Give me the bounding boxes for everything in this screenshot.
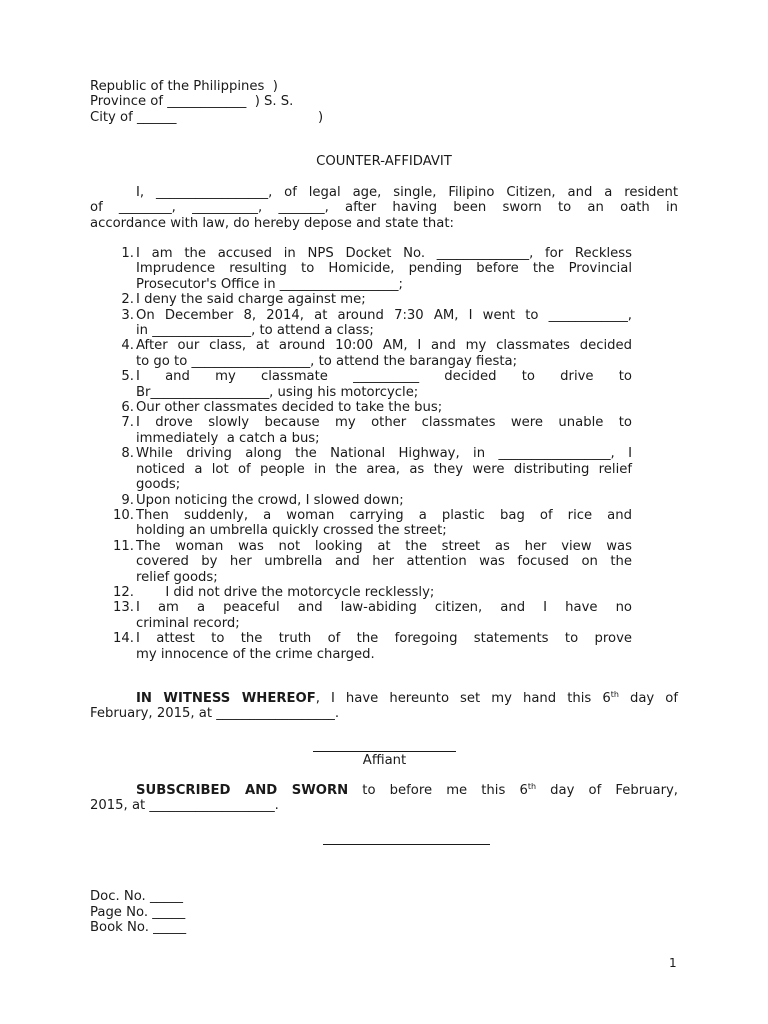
list-item-line: holding an umbrella quickly crossed the street; bbox=[136, 523, 447, 539]
list-item-number: 10. bbox=[113, 507, 134, 523]
list-item-text bbox=[136, 308, 632, 339]
list-item-number: 9. bbox=[121, 492, 134, 508]
list-item-line: I and my classmate __________ decided to drive to bbox=[136, 369, 632, 385]
list-item bbox=[90, 508, 632, 539]
list-item-text bbox=[136, 508, 632, 539]
header-city: City of ______ bbox=[90, 110, 177, 125]
list-item-line: relief goods; bbox=[136, 569, 218, 585]
witness-bold: IN WITNESS WHEREOF bbox=[136, 691, 316, 706]
list-item bbox=[90, 585, 632, 600]
list-item bbox=[90, 246, 632, 292]
list-item-line: goods; bbox=[136, 477, 181, 493]
list-item-number: 5. bbox=[121, 369, 134, 385]
list-item-number: 3. bbox=[121, 307, 134, 323]
witness-text-b: day of bbox=[618, 691, 678, 706]
affiant-signature-line bbox=[313, 751, 456, 752]
book-number: Book No. _____ bbox=[90, 920, 187, 935]
statement-list bbox=[90, 246, 632, 662]
doc-number: Doc. No. _____ bbox=[90, 889, 183, 904]
list-item-line: I drove slowly because my other classmates were unable to bbox=[136, 415, 632, 431]
list-item-text bbox=[136, 600, 632, 631]
list-item-number: 8. bbox=[121, 446, 134, 462]
notary-signature-line bbox=[323, 844, 490, 845]
list-item bbox=[90, 539, 632, 585]
header-city-paren: ) bbox=[318, 110, 324, 125]
list-item bbox=[90, 369, 632, 400]
list-item-line: my innocence of the crime charged. bbox=[136, 646, 375, 662]
list-item-line: Br__________________, using his motorcycle; bbox=[136, 384, 419, 400]
list-item bbox=[90, 631, 632, 662]
list-item-text bbox=[136, 585, 632, 600]
list-item-line: I attest to the truth of the foregoing statements to prove bbox=[136, 631, 632, 647]
header-province: Province of ____________ ) S. S. bbox=[90, 94, 294, 109]
list-item bbox=[90, 600, 632, 631]
list-item-line: criminal record; bbox=[136, 615, 240, 631]
document-title: COUNTER-AFFIDAVIT bbox=[316, 154, 452, 169]
list-item-line: While driving along the National Highway, in _________________, I bbox=[136, 446, 632, 462]
list-item bbox=[90, 415, 632, 446]
subscribed-sup: th bbox=[527, 782, 537, 791]
subscribed-line-1 bbox=[90, 783, 678, 798]
list-item-line: Then suddenly, a woman carrying a plastic bag of rice and bbox=[136, 507, 632, 523]
list-item-line: Imprudence resulting to Homicide, pending before the Provincial bbox=[136, 261, 632, 277]
subscribed-line-2: 2015, at ___________________. bbox=[90, 798, 279, 814]
subscribed-text-a: to before me this 6 bbox=[348, 783, 528, 798]
list-item bbox=[90, 292, 632, 307]
list-item-line: noticed a lot of people in the area, as they were distributing relief bbox=[136, 461, 632, 477]
list-item-text bbox=[136, 338, 632, 369]
list-item bbox=[90, 446, 632, 492]
list-item-line: After our class, at around 10:00 AM, I and my classmates decided bbox=[136, 338, 632, 354]
list-item-line: to go to __________________, to attend the barangay fiesta; bbox=[136, 353, 518, 369]
list-item bbox=[90, 338, 632, 369]
list-item-line: Prosecutor's Office in __________________; bbox=[136, 276, 403, 292]
list-item-line: On December 8, 2014, at around 7:30 AM, I went to ____________, bbox=[136, 307, 632, 323]
list-item-text bbox=[136, 400, 632, 415]
witness-text-a: , I have hereunto set my hand this 6 bbox=[315, 691, 611, 706]
list-item-number: 4. bbox=[121, 338, 134, 354]
list-item bbox=[90, 493, 632, 508]
list-item-number: 13. bbox=[113, 600, 134, 616]
page-number-field: Page No. _____ bbox=[90, 905, 186, 920]
intro-line-2: of ________, __________, _______, after having been sworn to an oath in bbox=[90, 200, 678, 216]
list-item-line: immediately a catch a bus; bbox=[136, 430, 320, 446]
list-item-number: 1. bbox=[121, 246, 134, 261]
list-item bbox=[90, 308, 632, 339]
list-item-line: I did not drive the motorcycle recklessly; bbox=[136, 584, 435, 600]
list-item-line: I am a peaceful and law-abiding citizen, and I have no bbox=[136, 600, 632, 616]
list-item-number: 11. bbox=[113, 538, 134, 554]
list-item-line: I deny the said charge against me; bbox=[136, 292, 366, 308]
list-item-text bbox=[136, 631, 632, 662]
witness-line-1 bbox=[90, 691, 678, 706]
subscribed-paragraph bbox=[90, 783, 678, 814]
witness-paragraph bbox=[90, 691, 678, 722]
list-item-line: Upon noticing the crowd, I slowed down; bbox=[136, 492, 404, 508]
list-item-line: in _______________, to attend a class; bbox=[136, 323, 374, 339]
intro-line-1: I, _________________, of legal age, single, Filipino Citizen, and a resident bbox=[136, 185, 678, 200]
list-item-line: The woman was not looking at the street as her view was bbox=[136, 538, 632, 554]
list-item-number: 7. bbox=[121, 415, 134, 431]
header-republic: Republic of the Philippines ) bbox=[90, 79, 278, 94]
list-item-text bbox=[136, 446, 632, 492]
intro-paragraph bbox=[90, 185, 678, 231]
page-number: 1 bbox=[669, 956, 677, 970]
list-item-text bbox=[136, 539, 632, 585]
witness-line-2: February, 2015, at __________________. bbox=[90, 706, 340, 722]
intro-line-3: accordance with law, do hereby depose and state that: bbox=[90, 215, 454, 231]
list-item-number: 2. bbox=[121, 292, 134, 308]
affiant-label: Affiant bbox=[362, 753, 407, 768]
subscribed-bold: SUBSCRIBED AND SWORN bbox=[136, 783, 349, 798]
list-item-text bbox=[136, 246, 632, 292]
list-item-line: I am the accused in NPS Docket No. ______________, for Reckless bbox=[136, 246, 632, 261]
list-item-text bbox=[136, 415, 632, 446]
list-item-line: Our other classmates decided to take the bus; bbox=[136, 400, 443, 416]
list-item-number: 12. bbox=[113, 584, 134, 600]
list-item-number: 14. bbox=[113, 631, 134, 647]
subscribed-text-b: day of February, bbox=[536, 783, 678, 798]
list-item-text bbox=[136, 369, 632, 400]
list-item-text bbox=[136, 493, 632, 508]
list-item-line: covered by her umbrella and her attention was focused on the bbox=[136, 554, 632, 570]
list-item-text bbox=[136, 292, 632, 307]
list-item bbox=[90, 400, 632, 415]
witness-sup: th bbox=[610, 690, 619, 699]
list-item-number: 6. bbox=[121, 400, 134, 416]
